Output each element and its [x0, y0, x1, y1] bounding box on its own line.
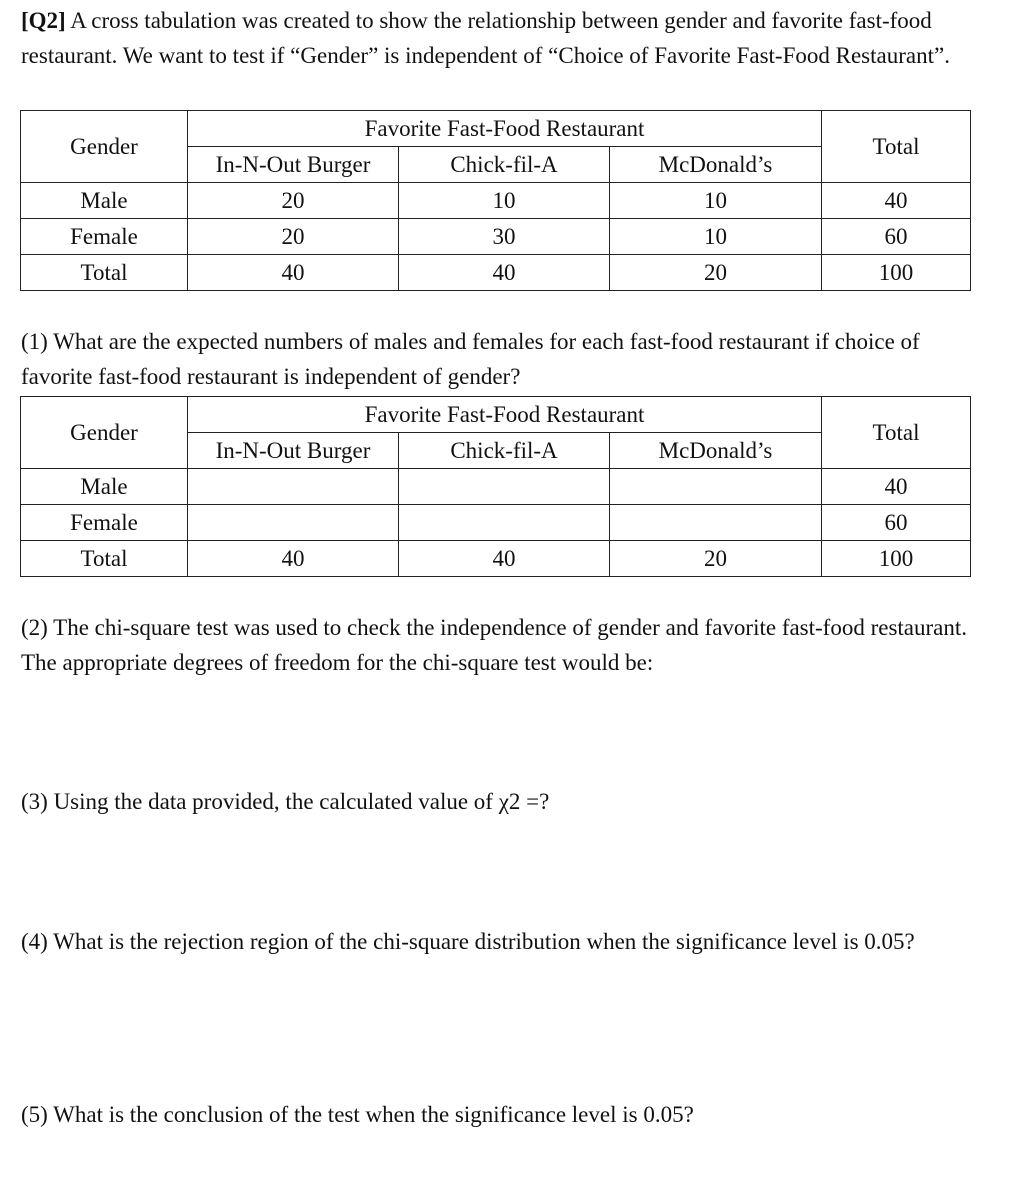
column-header: McDonald’s: [610, 433, 822, 469]
gender-header: Gender: [21, 111, 188, 183]
table-cell: 10: [610, 183, 822, 219]
row-total: 100: [822, 255, 971, 291]
question-3: (3) Using the data provided, the calculated value of χ2 =?: [21, 789, 550, 814]
row-total: 40: [822, 183, 971, 219]
table-row: [21, 505, 971, 541]
row-label: Total: [21, 255, 188, 291]
total-header: Total: [822, 111, 971, 183]
table-row: [21, 219, 971, 255]
question-4: (4) What is the rejection region of the chi-square distribution when the significance level is 0.05?: [21, 929, 915, 954]
answer-cell[interactable]: [399, 469, 610, 505]
answer-cell[interactable]: [188, 469, 399, 505]
restaurant-group-header: Favorite Fast-Food Restaurant: [188, 397, 822, 433]
row-total: 60: [822, 219, 971, 255]
observed-cross-tab: [20, 110, 971, 291]
column-header: Chick-fil-A: [399, 433, 610, 469]
table-cell: 40: [188, 255, 399, 291]
table-row: [21, 469, 971, 505]
table-row: [21, 183, 971, 219]
row-label: Total: [21, 541, 188, 577]
column-header: In-N-Out Burger: [188, 147, 399, 183]
total-header: Total: [822, 397, 971, 469]
answer-cell[interactable]: [610, 505, 822, 541]
column-header: In-N-Out Burger: [188, 433, 399, 469]
answer-cell[interactable]: [399, 505, 610, 541]
table-cell: 30: [399, 219, 610, 255]
column-header: McDonald’s: [610, 147, 822, 183]
question-intro: [21, 3, 996, 73]
table-cell: 10: [399, 183, 610, 219]
row-total: 100: [822, 541, 971, 577]
row-label: Female: [21, 219, 188, 255]
column-header: Chick-fil-A: [399, 147, 610, 183]
gender-header: Gender: [21, 397, 188, 469]
question-2: (2) The chi-square test was used to check the independence of gender and favorite fast-food restaurant. The appropriate degrees of freedom for the chi-square test would be:: [21, 615, 968, 675]
question-intro-text: A cross tabulation was created to show the relationship between gender and favorite fast-food restaurant. We want to test if “Gender” is independent of “Choice of Favorite Fast-Food Restaurant”.: [21, 8, 950, 68]
table-cell: 20: [188, 183, 399, 219]
row-total: 60: [822, 505, 971, 541]
table-cell: 20: [188, 219, 399, 255]
row-label: Male: [21, 183, 188, 219]
restaurant-group-header: Favorite Fast-Food Restaurant: [188, 111, 822, 147]
row-label: Female: [21, 505, 188, 541]
question-1: (1) What are the expected numbers of males and females for each fast-food restaurant if choice of favorite fast-food restaurant is independent of gender?: [21, 329, 920, 389]
table-cell: 10: [610, 219, 822, 255]
table-cell: 40: [188, 541, 399, 577]
expected-cross-tab: [20, 396, 971, 577]
question-5: (5) What is the conclusion of the test when the significance level is 0.05?: [21, 1102, 694, 1127]
table-cell: 40: [399, 255, 610, 291]
table-row: [21, 541, 971, 577]
table-cell: 40: [399, 541, 610, 577]
answer-cell[interactable]: [188, 505, 399, 541]
table-cell: 20: [610, 541, 822, 577]
question-number: [Q2]: [21, 8, 66, 33]
row-label: Male: [21, 469, 188, 505]
answer-cell[interactable]: [610, 469, 822, 505]
row-total: 40: [822, 469, 971, 505]
table-cell: 20: [610, 255, 822, 291]
table-row: [21, 255, 971, 291]
